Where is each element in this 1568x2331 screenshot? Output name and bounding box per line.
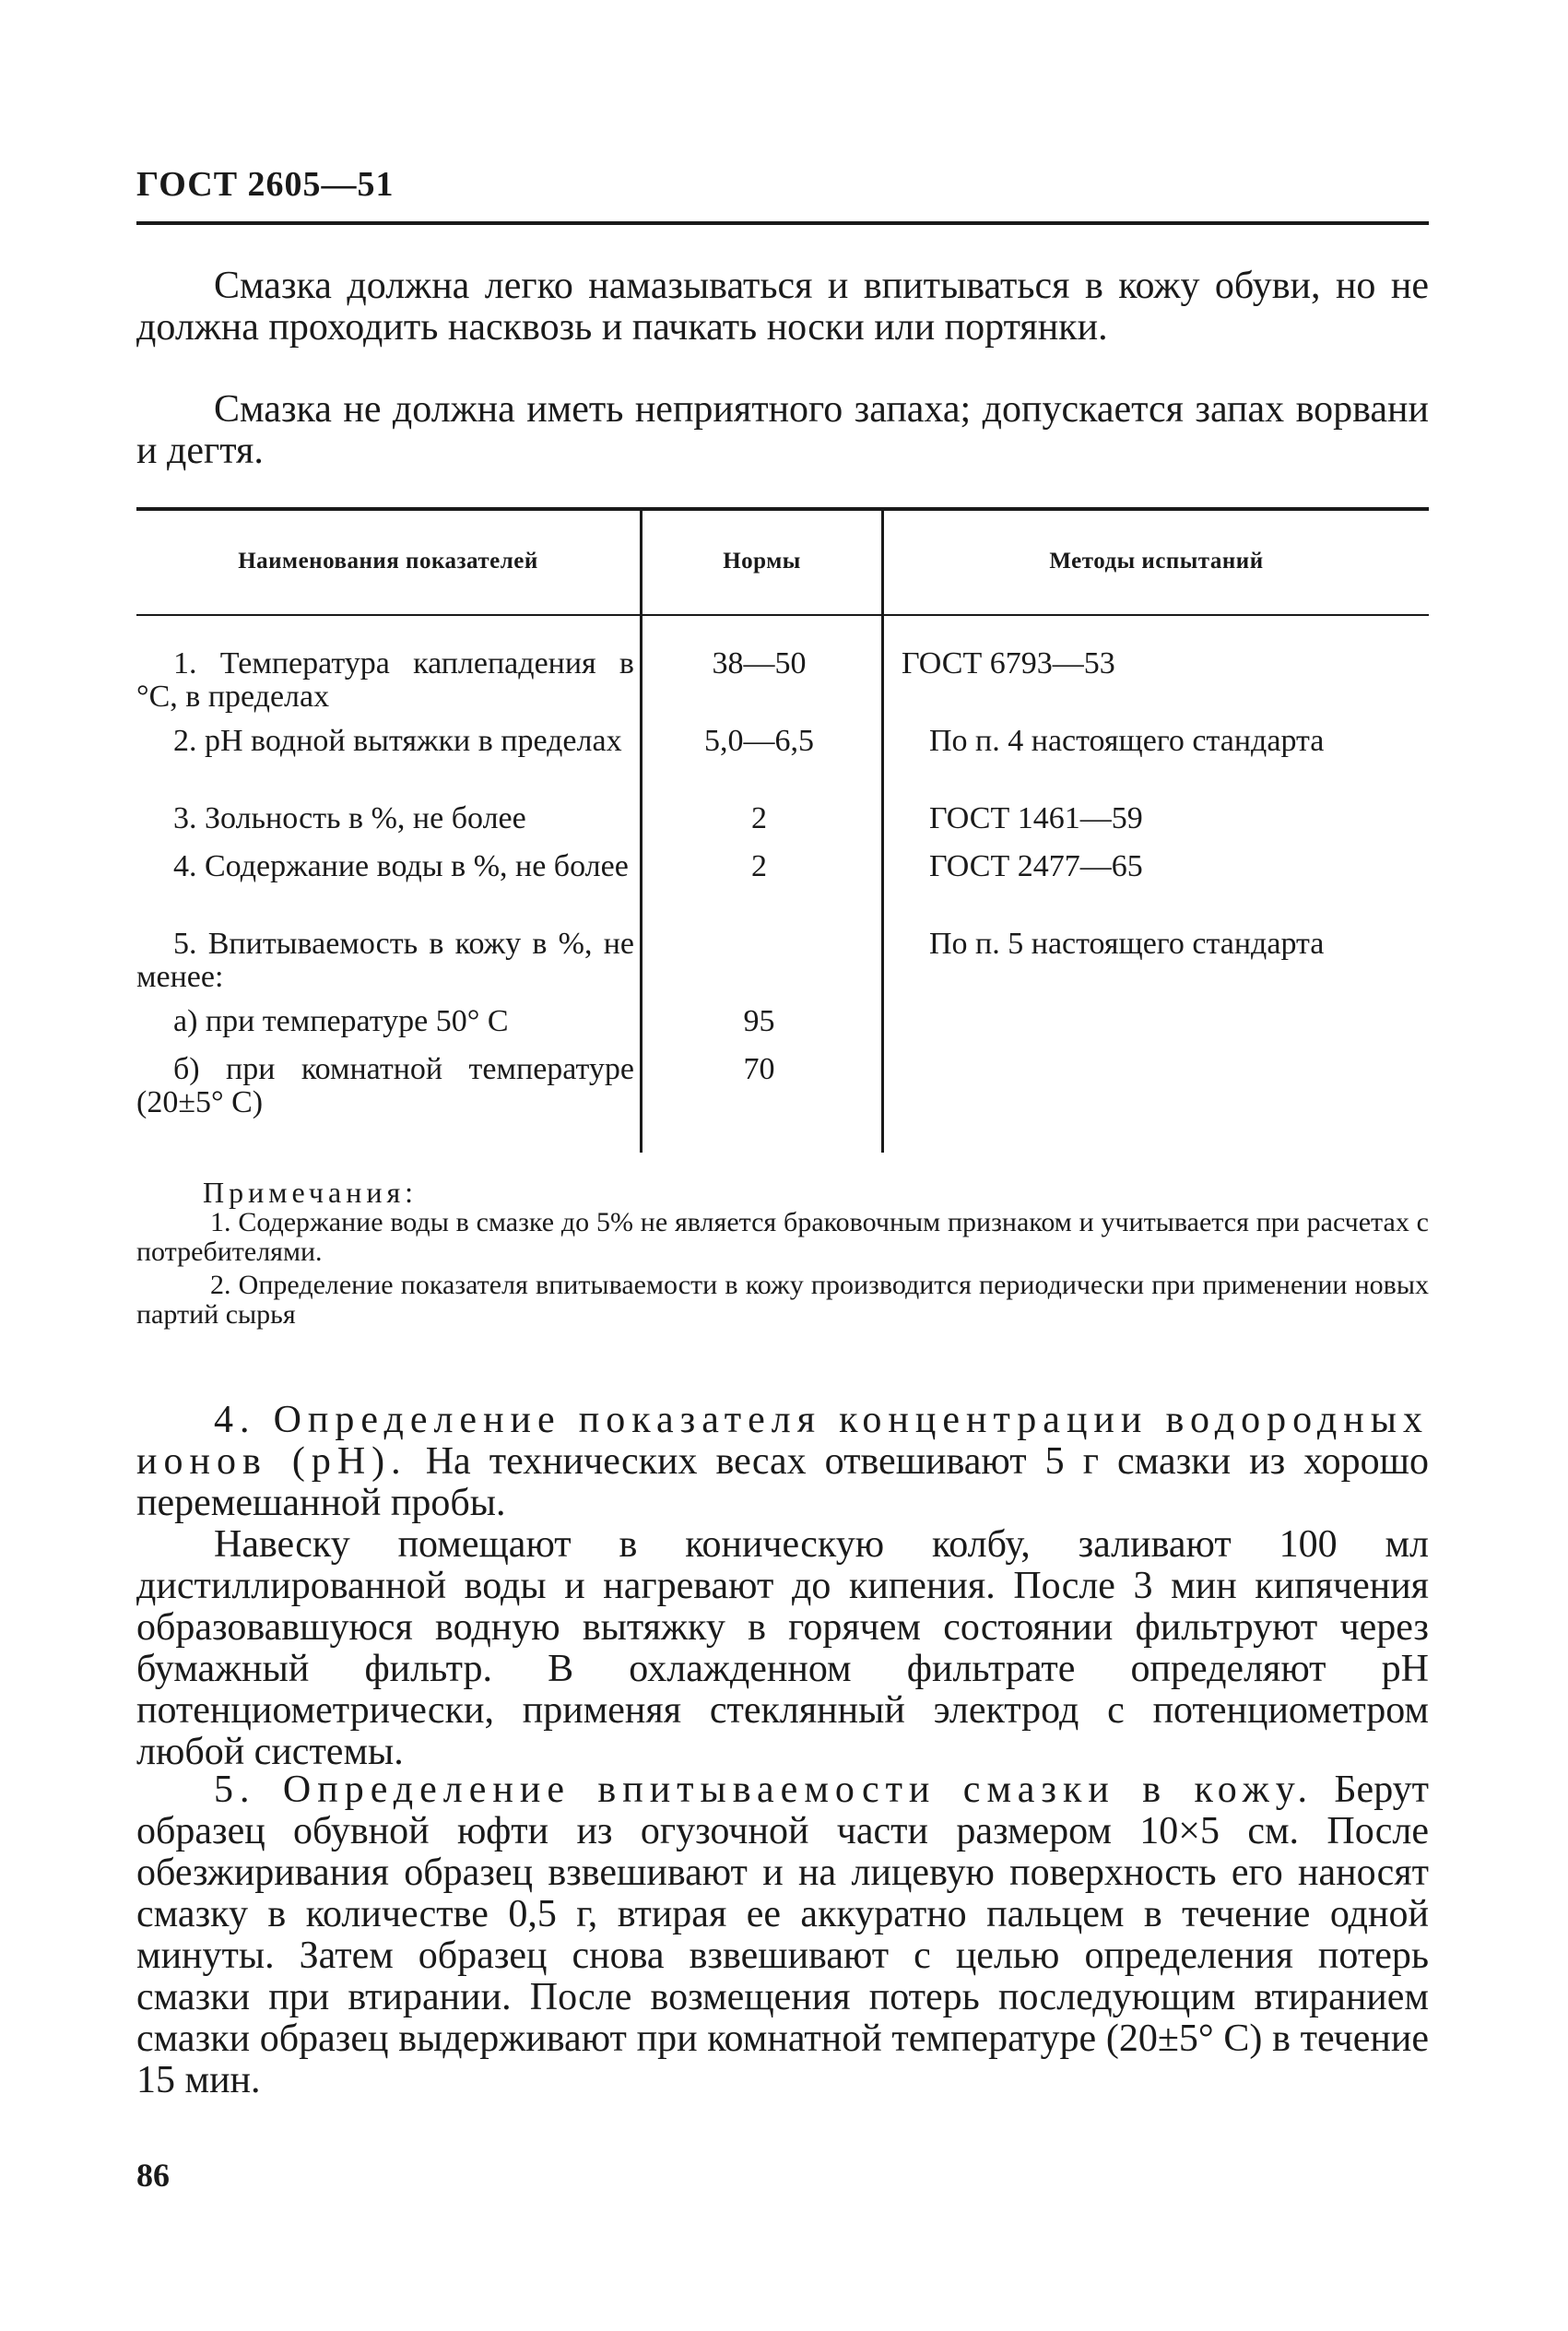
page-number: 86 <box>136 2157 170 2194</box>
notes-heading: Примечания: <box>203 1176 419 1209</box>
section-5-paragraph <box>136 1769 1429 2101</box>
specifications-table <box>136 507 1429 1153</box>
section-4-paragraph <box>136 1400 1429 1524</box>
table-cell-name: а) при температуре 50° С <box>173 1004 509 1038</box>
section-4-title: 4. Определение показателя концентрации водородных ионов (рН). <box>136 1399 1429 1483</box>
table-cell-name: 2. рН водной вытяжки в пределах <box>173 724 622 758</box>
table-column-divider <box>640 511 643 1153</box>
document-code: ГОСТ 2605—51 <box>136 165 395 204</box>
column-header-method: Методы испытаний <box>1049 549 1264 574</box>
intro-paragraph-1: Смазка должна легко намазываться и впитываться в кожу обуви, но не должна проходить насквозь и пачкать носки или портянки. <box>136 265 1429 349</box>
note-item: 1. Содержание воды в смазке до 5% не является браковочным признаком и учитывается при расчетах с потребителями. <box>136 1207 1429 1267</box>
column-header-name: Наименования показателей <box>238 549 538 574</box>
table-top-rule <box>136 507 1429 511</box>
table-cell-name: 1. Температура каплепадения в °С, в пределах <box>136 646 634 714</box>
table-cell-norm: 2 <box>751 801 767 835</box>
section-5-text: Берут образец обувной юфти из огузочной части размером 10×5 см. После обезжиривания образец взвешивают и на лицевую поверхность его наносят смазку в количестве 0,5 г, втирая ее аккуратно пальцем в течение одной минуты. Затем образец снова взвешивают с целью определения потерь смазки при втирании. После возмещения потерь последующим втиранием смазки образец выдерживают при комнатной температуре (20±5° С) в течение 15 мин. <box>136 1769 1429 2101</box>
table-cell-norm: 70 <box>743 1052 775 1086</box>
table-column-divider <box>881 511 884 1153</box>
table-cell-method: По п. 4 настоящего стандарта <box>929 724 1325 758</box>
table-cell-norm: 95 <box>743 1004 775 1038</box>
note-item: 2. Определение показателя впитываемости в кожу производится периодически при применении новых партий сырья <box>136 1270 1429 1330</box>
table-cell-name: 5. Впитываемость в кожу в %, не менее: <box>136 927 634 994</box>
column-header-norm: Нормы <box>723 549 801 574</box>
table-cell-name: 3. Зольность в %, не более <box>173 801 526 835</box>
table-cell-method: По п. 5 настоящего стандарта <box>929 927 1325 961</box>
table-cell-norm: 5,0—6,5 <box>704 724 814 758</box>
section-5-title: 5. Определение впитываемости смазки в кожу. <box>214 1769 1315 1811</box>
table-cell-norm: 2 <box>751 849 767 883</box>
table-cell-method: ГОСТ 6793—53 <box>902 646 1115 680</box>
table-cell-method: ГОСТ 1461—59 <box>929 801 1143 835</box>
table-cell-name: 4. Содержание воды в %, не более <box>173 849 629 883</box>
header-rule <box>136 221 1429 225</box>
section-4-text: На технических весах отвешивают 5 г смазки из хорошо перемешанной пробы. <box>136 1440 1429 1524</box>
section-4-paragraph-2: Навеску помещают в коническую колбу, заливают 100 мл дистиллированной воды и нагревают до кипения. После 3 мин кипячения образовавшуюся водную вытяжку в горячем состоянии фильтруют через бумажный фильтр. В охлажденном фильтрате определяют рН потенциометрически, применяя стеклянный электрод с потенциометром любой системы. <box>136 1523 1429 1773</box>
table-cell-method: ГОСТ 2477—65 <box>929 849 1143 883</box>
table-header-rule <box>136 614 1429 616</box>
intro-paragraph-2: Смазка не должна иметь неприятного запаха; допускается запах ворвани и дегтя. <box>136 388 1429 472</box>
table-cell-name: б) при комнатной температуре (20±5° С) <box>136 1052 634 1119</box>
table-cell-norm: 38—50 <box>712 646 807 680</box>
